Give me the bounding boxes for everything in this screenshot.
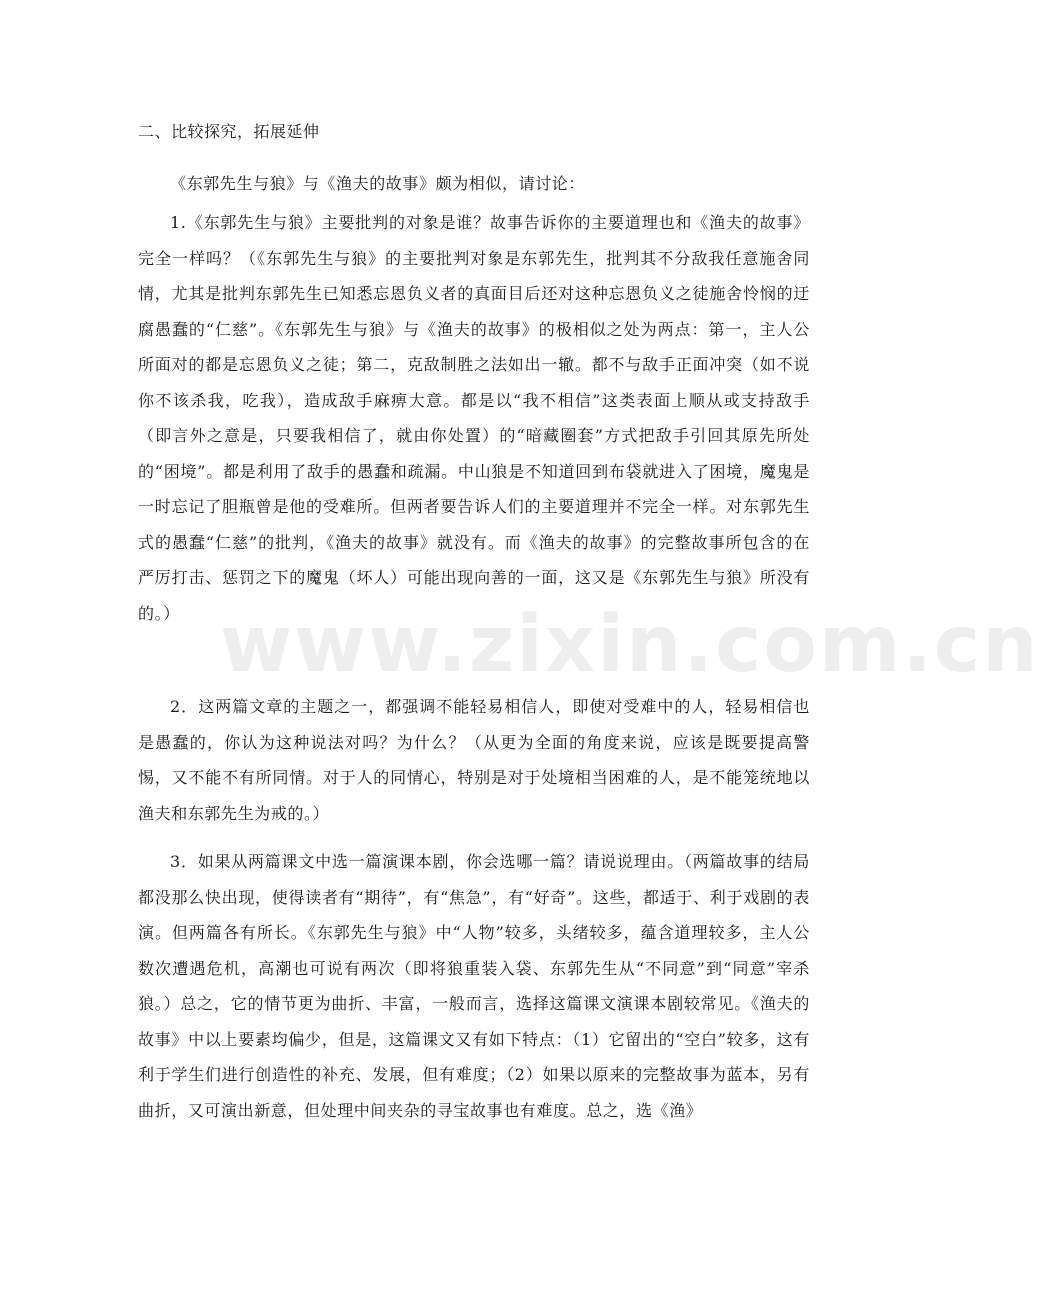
intro-paragraph: 《东郭先生与狼》与《渔夫的故事》颇为相似，请讨论： [170,174,586,193]
question-3-paragraph: 3．如果从两篇课文中选一篇演课本剧，你会选哪一篇？请说说理由。（两篇故事的结局都没那么快出现，使得读者有“期待”，有“焦急”，有“好奇”。这些，都适于、利于戏剧的表演。但两篇各有所长。《东郭先生与狼》中“人物”较多，头绪较多，蕴含道理较多，主人公数次遭遇危机，高潮也可说有两次（即将狼重装入袋、东郭先生从“不同意”到“同意”宰杀狼。）总之，它的情节更为曲折、丰富，一般而言，选择这篇课文演课本剧较常见。《渔夫的故事》中以上要素均偏少，但是，这篇课文又有如下特点：（1）它留出的“空白”较多，这有利于学生们进行创造性的补充、发展，但有难度；（2）如果以原来的完整故事为蓝本，另有曲折，又可演出新意，但处理中间夹杂的寻宝故事也有难度。总之，选《渔》 [138,852,810,1120]
question-1-paragraph: 1.《东郭先生与狼》主要批判的对象是谁？故事告诉你的主要道理也和《渔夫的故事》完全一样吗？（《东郭先生与狼》的主要批判对象是东郭先生，批判其不分敌我任意施舍同情，尤其是批判东郭先生已知悉忘恩负义者的真面目后还对这种忘恩负义之徒施舍怜悯的迂腐愚蠢的“仁慈”。《东郭先生与狼》与《渔夫的故事》的极相似之处为两点：第一，主人公所面对的都是忘恩负义之徒；第二，克敌制胜之法如出一辙。都不与敌手正面冲突（如不说你不该杀我，吃我），造成敌手麻痹大意。都是以“我不相信”这类表面上顺从或支持敌手（即言外之意是，只要我相信了，就由你处置）的“暗藏圈套”方式把敌手引回其原先所处的“困境”。都是利用了敌手的愚蠢和疏漏。中山狼是不知道回到布袋就进入了困境，魔鬼是一时忘记了胆瓶曾是他的受难所。但两者要告诉人们的主要道理并不完全一样。对东郭先生式的愚蠢“仁慈”的批判，《渔夫的故事》就没有。而《渔夫的故事》的完整故事所包含的在严厉打击、惩罚之下的魔鬼（坏人）可能出现向善的一面，这又是《东郭先生与狼》所没有的。） [138,213,810,623]
question-2-paragraph: 2．这两篇文章的主题之一，都强调不能轻易相信人，即使对受难中的人，轻易相信也是愚蠢的，你认为这种说法对吗？为什么？（从更为全面的角度来说，应该是既要提高警惕，又不能不有所同情。对于人的同情心，特别是对于处境相当困难的人，是不能笼统地以渔夫和东郭先生为戒的。） [138,697,810,823]
watermark: www.zixin.com.cn [220,600,1040,690]
section-heading: 二、比较探究，拓展延伸 [138,122,320,141]
